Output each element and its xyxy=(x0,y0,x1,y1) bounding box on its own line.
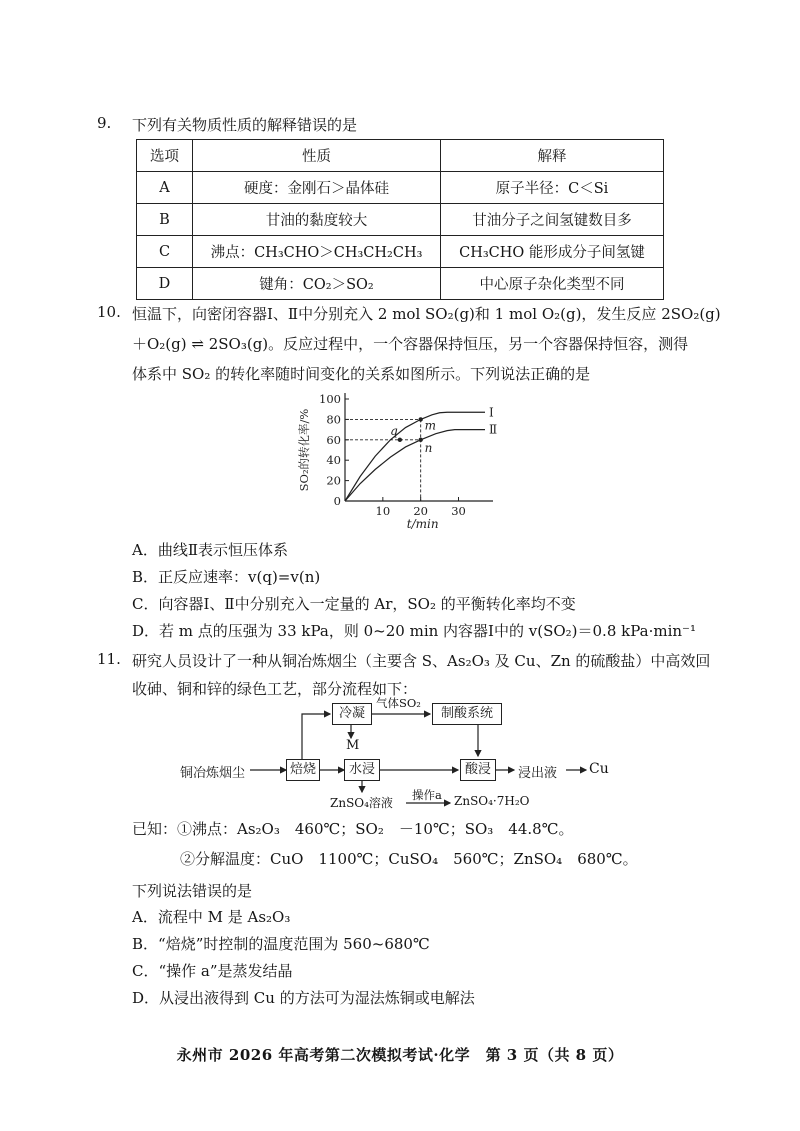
flow-acid-leach-box: 酸浸 xyxy=(460,759,496,781)
data-point xyxy=(398,438,402,442)
table-header-cell: 性质 xyxy=(193,140,441,172)
y-tick-label: 80 xyxy=(326,412,341,427)
table-row xyxy=(137,236,664,268)
series-label: Ⅰ xyxy=(489,405,494,420)
q11-option-d: D．从浸出液得到 Cu 的方法可为湿法炼铜或电解法 xyxy=(132,989,475,1007)
series-line xyxy=(345,430,485,501)
data-point xyxy=(418,438,422,442)
table-cell: 硬度：金刚石＞晶体硅 xyxy=(193,172,441,204)
q9-table xyxy=(136,139,664,300)
conversion-chart xyxy=(290,388,520,538)
table-row xyxy=(137,172,664,204)
flow-condense-box: 冷凝 xyxy=(332,703,372,725)
table-cell: 甘油分子之间氢键数目多 xyxy=(441,204,664,236)
table-cell: 键角：CO₂＞SO₂ xyxy=(193,268,441,300)
flow-product: ZnSO₄·7H₂O xyxy=(454,794,530,808)
y-tick-label: 0 xyxy=(333,494,341,508)
flow-znso4-solution: ZnSO₄溶液 xyxy=(330,796,393,810)
q10-number: 10. xyxy=(97,303,121,321)
series-line xyxy=(345,412,485,501)
flow-acid-system-box: 制酸系统 xyxy=(432,703,502,725)
table-cell: 甘油的黏度较大 xyxy=(193,204,441,236)
table-cell: 沸点：CH₃CHO＞CH₃CH₂CH₃ xyxy=(193,236,441,268)
flow-m-label: M xyxy=(346,738,360,753)
q11-known1: 已知：①沸点：As₂O₃ 460℃；SO₂ －10℃；SO₃ 44.8℃。 xyxy=(132,820,574,838)
flow-leachate: 浸出液 xyxy=(518,766,558,781)
q11-option-a: A．流程中 M 是 As₂O₃ xyxy=(132,908,291,926)
q11-option-c: C．“操作 a”是蒸发结晶 xyxy=(132,962,293,980)
table-header-row xyxy=(137,140,664,172)
y-tick-label: 60 xyxy=(326,432,341,447)
table-cell: C xyxy=(137,236,193,268)
x-tick-label: 20 xyxy=(413,504,428,518)
flow-water-leach-box: 水浸 xyxy=(344,759,380,781)
data-point xyxy=(418,417,422,421)
x-axis-label: t/min xyxy=(406,517,439,531)
series-label: Ⅱ xyxy=(489,422,498,437)
table-cell: A xyxy=(137,172,193,204)
q10-option-b: B．正反应速率：v(q)=v(n) xyxy=(132,568,321,586)
table-cell: 原子半径：C＜Si xyxy=(441,172,664,204)
x-tick-label: 10 xyxy=(375,504,391,518)
q10-option-a: A．曲线Ⅱ表示恒压体系 xyxy=(132,541,289,559)
table-cell: 中心原子杂化类型不同 xyxy=(441,268,664,300)
q11-line2: 收砷、铜和锌的绿色工艺，部分流程如下： xyxy=(132,680,418,698)
process-flowchart xyxy=(180,696,620,815)
q9-number: 9. xyxy=(97,114,112,132)
q10-line1: 恒温下，向密闭容器Ⅰ、Ⅱ中分别充入 2 mol SO₂(g)和 1 mol O₂(g)，发生反应 2SO₂(g) xyxy=(132,305,721,323)
table-cell: D xyxy=(137,268,193,300)
q11-ask: 下列说法错误的是 xyxy=(132,882,253,900)
y-tick-label: 40 xyxy=(326,453,341,468)
q11-line1: 研究人员设计了一种从铜冶炼烟尘（主要含 S、As₂O₃ 及 Cu、Zn 的硫酸盐）中高效回 xyxy=(132,652,711,670)
flow-gas-label: 气体SO₂ xyxy=(376,696,421,710)
x-tick-label: 30 xyxy=(451,504,466,518)
table-header-cell: 选项 xyxy=(137,140,193,172)
flow-op-a-label: 操作a xyxy=(412,788,442,802)
q10-line2: ＋O₂(g) ⇌ 2SO₃(g)。反应过程中，一个容器保持恒压，另一个容器保持恒容，测得 xyxy=(132,335,689,353)
flow-feed: 铜冶炼烟尘 xyxy=(180,766,246,781)
point-label: n xyxy=(424,440,433,455)
y-tick-label: 100 xyxy=(319,392,341,406)
y-axis-label: SO₂的转化率/% xyxy=(297,408,311,492)
q11-option-b: B．“焙烧”时控制的温度范围为 560~680℃ xyxy=(132,935,430,953)
q11-number: 11. xyxy=(97,650,121,668)
table-cell: B xyxy=(137,204,193,236)
y-tick-label: 20 xyxy=(326,473,341,488)
arrow-roast-to-condense xyxy=(302,714,330,759)
flow-cu: Cu xyxy=(589,761,609,777)
table-header-cell: 解释 xyxy=(441,140,664,172)
q10-line3: 体系中 SO₂ 的转化率随时间变化的关系如图所示。下列说法正确的是 xyxy=(132,365,591,383)
table-cell: CH₃CHO 能形成分子间氢键 xyxy=(441,236,664,268)
q10-option-d: D．若 m 点的压强为 33 kPa，则 0~20 min 内容器Ⅰ中的 v(SO₂)＝0.8 kPa·min⁻¹ xyxy=(132,622,696,640)
page-footer: 永州市 2026 年高考第二次模拟考试·化学 第 3 页（共 8 页） xyxy=(176,1046,624,1064)
table-row xyxy=(137,204,664,236)
q11-known2: ②分解温度：CuO 1100℃；CuSO₄ 560℃；ZnSO₄ 680℃。 xyxy=(180,850,638,868)
point-label: m xyxy=(424,418,437,433)
flow-arrows xyxy=(180,700,620,815)
flow-roast-box: 焙烧 xyxy=(286,759,320,781)
point-label: q xyxy=(390,423,398,438)
q9-stem: 下列有关物质性质的解释错误的是 xyxy=(132,116,358,134)
q10-option-c: C．向容器Ⅰ、Ⅱ中分别充入一定量的 Ar，SO₂ 的平衡转化率均不变 xyxy=(132,595,576,613)
table-row xyxy=(137,268,664,300)
